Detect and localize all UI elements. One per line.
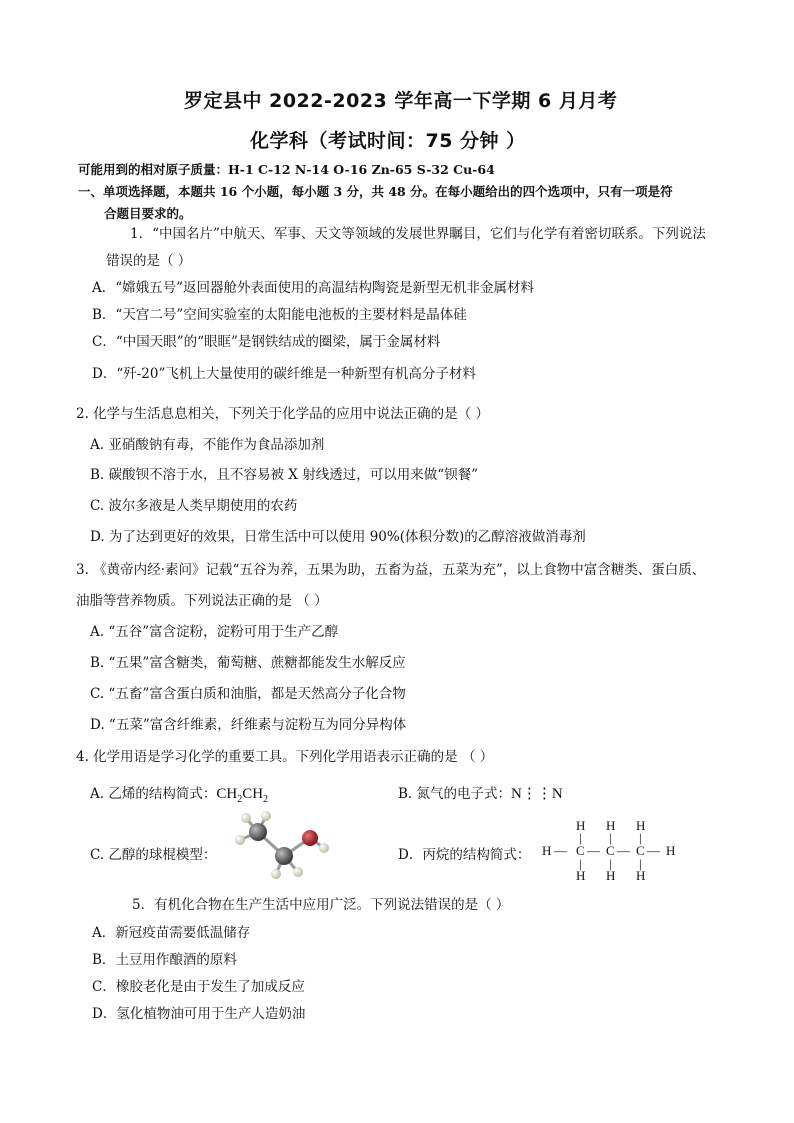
q2-option-c: C. 波尔多液是人类早期使用的农药	[90, 498, 298, 514]
q5-stem: 5．有机化合物在生产生活中应用广泛。下列说法错误的是（ ）	[132, 897, 510, 913]
exam-title: 罗定县中 2022-2023 学年高一下学期 6 月月考	[184, 90, 618, 112]
q5-option-d: D．氢化植物油可用于生产人造奶油	[92, 1006, 306, 1022]
propane-structural-formula: H H H | | | H — C — C — C — H | | | H H H	[542, 818, 676, 883]
carbon-atom	[249, 823, 267, 841]
atomic-masses: 可能用到的相对原子质量：H-1 C-12 N-14 O-16 Zn-65 S-32 Cu-64	[78, 162, 495, 177]
q4-option-c-label: C. 乙醇的球棍模型：	[90, 847, 217, 863]
q4-option-a-label: A. 乙烯的结构简式：	[90, 786, 217, 802]
q1-option-d: D．“歼-20”飞机上大量使用的碳纤维是一种新型有机高分子材料	[92, 366, 476, 382]
q3-option-d: D. “五菜”富含纤维素，纤维素与淀粉互为同分异构体	[90, 717, 407, 733]
oxygen-atom	[302, 830, 318, 846]
q2-stem: 2. 化学与生活息息相关，下列关于化学品的应用中说法正确的是（ ）	[76, 406, 489, 422]
q3-stem-line2: 油脂等营养物质。下列说法正确的是 （ ）	[76, 593, 328, 609]
q2-option-b: B. 碳酸钡不溶于水，且不容易被 X 射线透过，可以用来做“钡餐”	[90, 467, 478, 483]
q5-option-b: B．土豆用作酿酒的原料	[92, 952, 237, 968]
hydrogen-atom	[319, 843, 329, 853]
q3-option-c: C. “五畜”富含蛋白质和油脂，都是天然高分子化合物	[90, 686, 406, 702]
q5-option-a: A．新冠疫苗需要低温储存	[92, 925, 251, 941]
q1-option-c: C．“中国天眼”的“眼眶”是钢铁结成的圈梁，属于金属材料	[92, 334, 441, 350]
q1-option-b: B．“天宫二号”空间实验室的太阳能电池板的主要材料是晶体硅	[92, 307, 467, 323]
q4-option-b-label: B. 氮气的电子式：	[398, 786, 512, 802]
hydrogen-atom	[235, 835, 245, 845]
q3-option-a: A. “五谷”富含淀粉，淀粉可用于生产乙醇	[90, 624, 339, 640]
q2-option-a: A. 亚硝酸钠有毒，不能作为食品添加剂	[90, 437, 325, 453]
carbon-atom	[275, 847, 293, 865]
q5-option-c: C．橡胶老化是由于发生了加成反应	[92, 979, 305, 995]
q1-option-a: A．“嫦娥五号”返回器舱外表面使用的高温结构陶瓷是新型无机非金属材料	[92, 280, 535, 296]
q3-stem-line1: 3. 《黄帝内经·素问》记载“五谷为养，五果为助，五畜为益，五菜为充”，以上食物中富含糖类、蛋白质、	[76, 562, 706, 578]
section1-instructions-line1: 一、单项选择题，本题共 16 个小题，每小题 3 分，共 48 分。在每小题给出的四个选项中，只有一项是符	[78, 184, 673, 199]
q4-option-a	[90, 782, 268, 805]
q2-option-d: D. 为了达到更好的效果，日常生活中可以使用 90%(体积分数)的乙醇溶液做消毒剂	[90, 529, 586, 545]
q4-stem: 4. 化学用语是学习化学的重要工具。下列化学用语表示正确的是 （ ）	[76, 749, 494, 765]
q4-option-b	[398, 782, 563, 803]
q1-stem-line1: 1．“中国名片”中航天、军事、天文等领域的发展世界瞩目，它们与化学有着密切联系。下列说法	[130, 226, 706, 242]
ethylene-formula: $CH_2CH_2$	[216, 786, 269, 805]
exam-subtitle: 化学科（考试时间：75 分钟 ）	[250, 130, 526, 152]
q1-stem-line2: 错误的是（ ）	[106, 253, 192, 269]
hydrogen-atom	[293, 867, 303, 877]
section1-instructions-line2: 合题目要求的。	[104, 206, 192, 221]
hydrogen-atom	[261, 811, 271, 821]
q4-option-d-label: D．丙烷的结构简式：	[398, 847, 531, 863]
ethanol-ball-stick-model	[226, 810, 336, 886]
hydrogen-atom	[241, 813, 251, 823]
q3-option-b: B. “五果”富含糖类，葡萄糖、蔗糖都能发生水解反应	[90, 655, 406, 671]
nitrogen-electron-formula: N⋮⋮N	[511, 786, 563, 802]
hydrogen-atom	[271, 869, 281, 879]
